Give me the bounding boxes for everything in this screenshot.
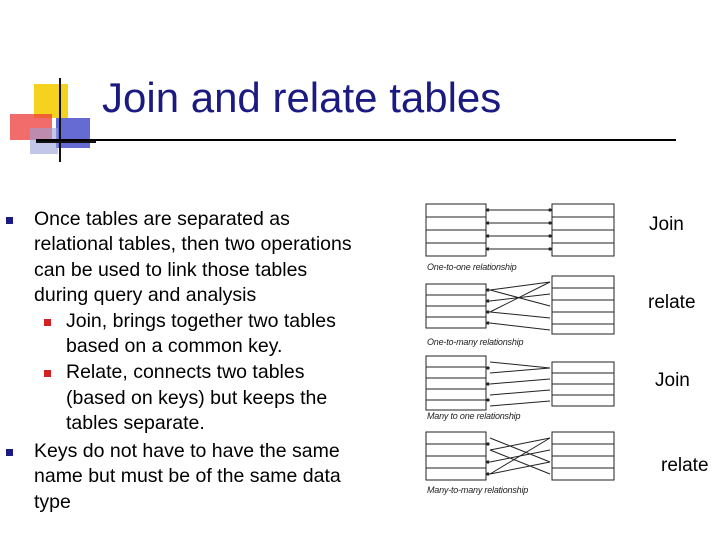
bullet-marker-icon xyxy=(6,449,13,456)
bullet-1-line-3: can be used to link those tables xyxy=(34,259,308,281)
label-relate-2: relate xyxy=(661,455,709,476)
sub-bullet-1-line-1: Join, brings together two tables xyxy=(66,310,336,332)
label-join-2: Join xyxy=(655,370,690,391)
relationship-diagrams xyxy=(420,196,620,501)
diagram-caption-many-to-one: Many to one relationship xyxy=(427,411,521,421)
bullet-2-line-3: type xyxy=(34,491,71,513)
one-to-many-diagram xyxy=(426,276,614,334)
label-join-1: Join xyxy=(649,214,684,235)
sub-bullet-2-line-3: tables separate. xyxy=(66,412,205,434)
slide-logo-icon xyxy=(8,76,98,166)
slide-title: Join and relate tables xyxy=(102,74,502,121)
one-to-one-diagram xyxy=(426,204,614,256)
many-to-many-diagram xyxy=(426,432,614,480)
diagram-caption-one-to-many: One-to-many relationship xyxy=(427,337,524,347)
sub-bullet-marker-icon xyxy=(44,370,51,377)
many-to-one-diagram xyxy=(426,356,614,410)
sub-bullet-marker-icon xyxy=(44,319,51,326)
diagram-caption-one-to-one: One-to-one relationship xyxy=(427,262,517,272)
title-divider xyxy=(36,139,676,141)
sub-bullet-2-line-1: Relate, connects two tables xyxy=(66,361,305,383)
sub-bullet-1-line-2: based on a common key. xyxy=(66,335,283,357)
sub-bullet-2-line-2: (based on keys) but keeps the xyxy=(66,387,328,409)
bullet-2-line-1: Keys do not have to have the same xyxy=(34,440,340,462)
bullet-marker-icon xyxy=(6,217,13,224)
bullet-2-line-2: name but must be of the same data xyxy=(34,465,341,487)
bullet-1-line-4: during query and analysis xyxy=(34,284,257,306)
label-relate-1: relate xyxy=(648,292,696,313)
diagram-caption-many-to-many: Many-to-many relationship xyxy=(427,485,529,495)
bullet-1-line-2: relational tables, then two operations xyxy=(34,233,352,255)
bullet-1-line-1: Once tables are separated as xyxy=(34,208,290,230)
